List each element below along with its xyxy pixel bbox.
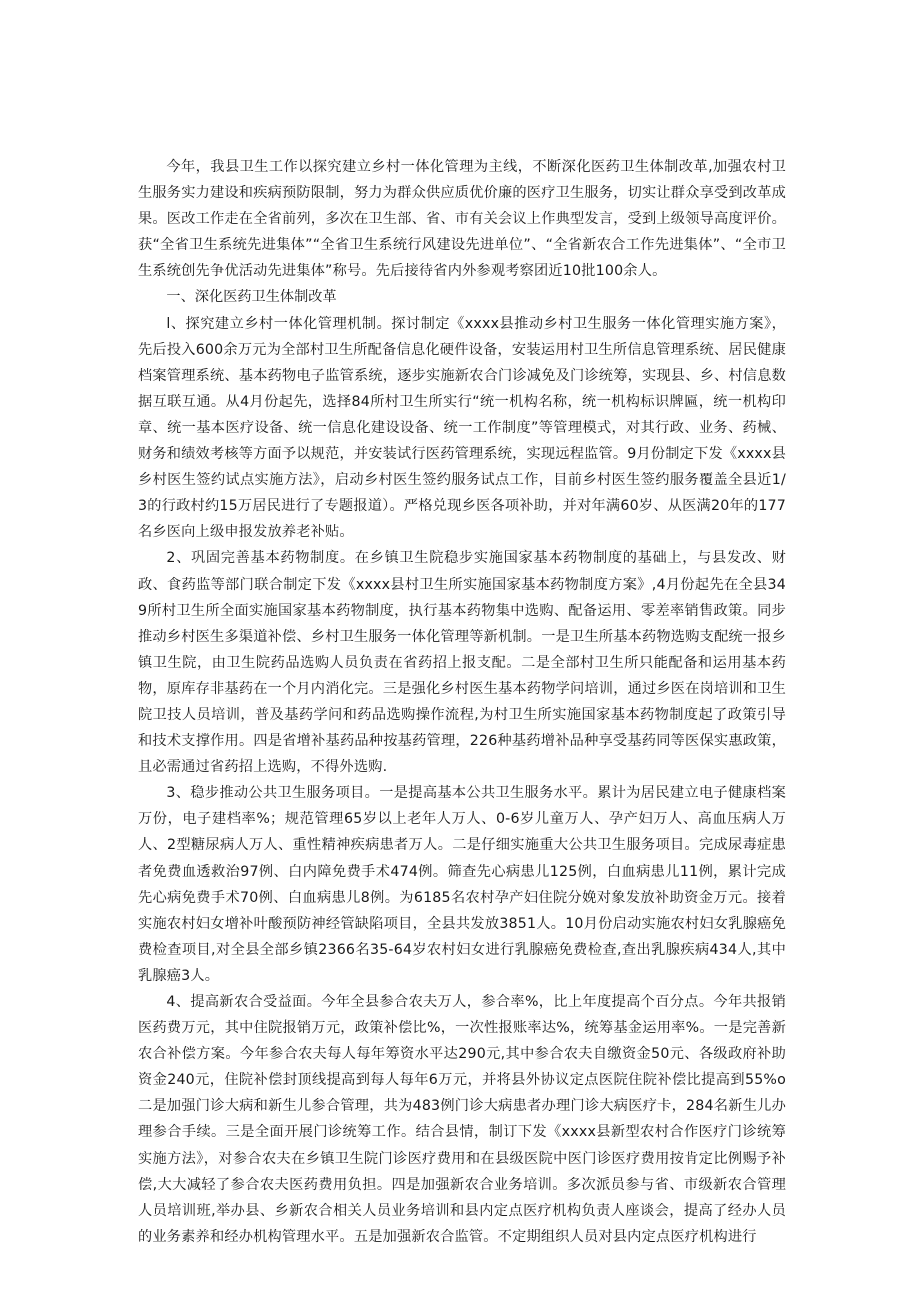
section-heading-reform: 一、深化医药卫生体制改革 (166, 289, 337, 306)
intro-paragraph: 今年，我县卫生工作以探究建立乡村一体化管理为主线，不断深化医药卫生体制改革,加强农村卫生服务实力建设和疾病预防限制，努力为群众供应质优价廉的医疗卫生服务，切实让群众享受到改革成果。医改工作走在全省前列，多次在卫生部、省、市有关会议上作典型发言，受到上级领导高度评价。获“全省卫生系统先进集体”“全省卫生系统行风建设先进单位”、“全省新农合工作先进集体”、“全市卫生系统创先争优活动先进集体”称号。先后接待省内外参观考察团近10批100余人。 (138, 159, 786, 280)
document-body (138, 154, 786, 1250)
item-2-paragraph: 2、巩固完善基本药物制度。在乡镇卫生院稳步实施国家基本药物制度的基础上，与县发改、财政、食药监等部门联合制定下发《xxxx县村卫生所实施国家基本药物制度方案》,4月份起先在全县349所村卫生所全面实施国家基本药物制度，执行基本药物集中选购、配备运用、零差率销售政策。同步推动乡村医生多渠道补偿、乡村卫生服务一体化管理等新机制。一是卫生所基本药物选购支配统一报乡镇卫生院，由卫生院药品选购人员负责在省药招上报支配。二是全部村卫生所只能配备和运用基本药物，原库存非基药在一个月内消化完。三是强化乡村医生基本药物学问培训，通过乡医在岗培训和卫生院卫技人员培训，普及基药学问和药品选购操作流程,为村卫生所实施国家基本药物制度起了政策引导和技术支撑作用。四是省增补基药品种按基药管理，226种基药增补品种享受基药同等医保实惠政策，且必需通过省药招上选购，不得外选购. (138, 550, 786, 776)
item-3-paragraph: 3、稳步推动公共卫生服务项目。一是提高基本公共卫生服务水平。累计为居民建立电子健康档案万份，电子建档率%；规范管理65岁以上老年人万人、0-6岁儿童万人、孕产妇万人、高血压病人万人、2型糖尿病人万人、重性精神疾病患者万人。二是仔细实施重大公共卫生服务项目。完成尿毒症患者免费血透救治97例、白内障免费手术474例。筛查先心病患儿125例，白血病患儿11例，累计完成先心病免费手术70例、白血病患儿8例。为6185名农村孕产妇住院分娩对象发放补助资金万元。接着实施农村妇女增补叶酸预防神经管缺陷项目，全县共发放3851人。10月份启动实施农村妇女乳腺癌免费检查项目,对全县全部乡镇2366名35-64岁农村妇女进行乳腺癌免费检查,查出乳腺疾病434人,其中乳腺癌3人。 (138, 785, 786, 984)
item-1-paragraph: l、探究建立乡村一体化管理机制。探讨制定《xxxx县推动乡村卫生服务一体化管理实施方案》，先后投入600余万元为全部村卫生所配备信息化硬件设备，安装运用村卫生所信息管理系统、居民健康档案管理系统、基本药物电子监管系统，逐步实施新农合门诊减免及门诊统筹，实现县、乡、村信息数据互联互通。从4月份起先，选择84所村卫生所实行“统一机构名称，统一机构标识牌匾，统一机构印章、统一基本医疗设备、统一信息化建设设备、统一工作制度”等管理模式，对其行政、业务、药械、财务和绩效考核等方面予以规范，并安装试行医药管理系统，实现远程监管。9月份制定下发《xxxx县乡村医生签约试点实施方法》，启动乡村医生签约服务试点工作，目前乡村医生签约服务覆盖全县近1/3的行政村约15万居民进行了专题报道）。严格兑现乡医各项补助，并对年满60岁、从医满20年的177名乡医向上级申报发放养老补贴。 (138, 315, 786, 541)
item-4-paragraph: 4、提高新农合受益面。今年全县参合农夫万人，参合率%，比上年度提高个百分点。今年共报销医药费万元，其中住院报销万元，政策补偿比%，一次性报账率达%，统筹基金运用率%。一是完善新农合补偿方案。今年参合农夫每人每年筹资水平达290元,其中参合农夫自缴资金50元、各级政府补助资金240元，住院补偿封顶线提高到每人每年6万元，并将县外协议定点医院住院补偿比提高到55%o二是加强门诊大病和新生儿参合管理，共为483例门诊大病患者办理门诊大病医疗卡，284名新生儿办理参合手续。三是全面开展门诊统筹工作。结合县情，制订下发《xxxx县新型农村合作医疗门诊统筹实施方法》，对参合农夫在乡镇卫生院门诊医疗费用和在县级医院中医门诊医疗费用按肯定比例赐予补偿,大大减轻了参合农夫医药费用负担。四是加强新农合业务培训。多次派员参与省、市级新农合管理人员培训班,举办县、乡新农合相关人员业务培训和县内定点医疗机构负责人座谈会，提高了经办人员的业务素养和经办机构管理水平。五是加强新农合监管。不定期组织人员对县内定点医疗机构进行 (138, 994, 786, 1245)
